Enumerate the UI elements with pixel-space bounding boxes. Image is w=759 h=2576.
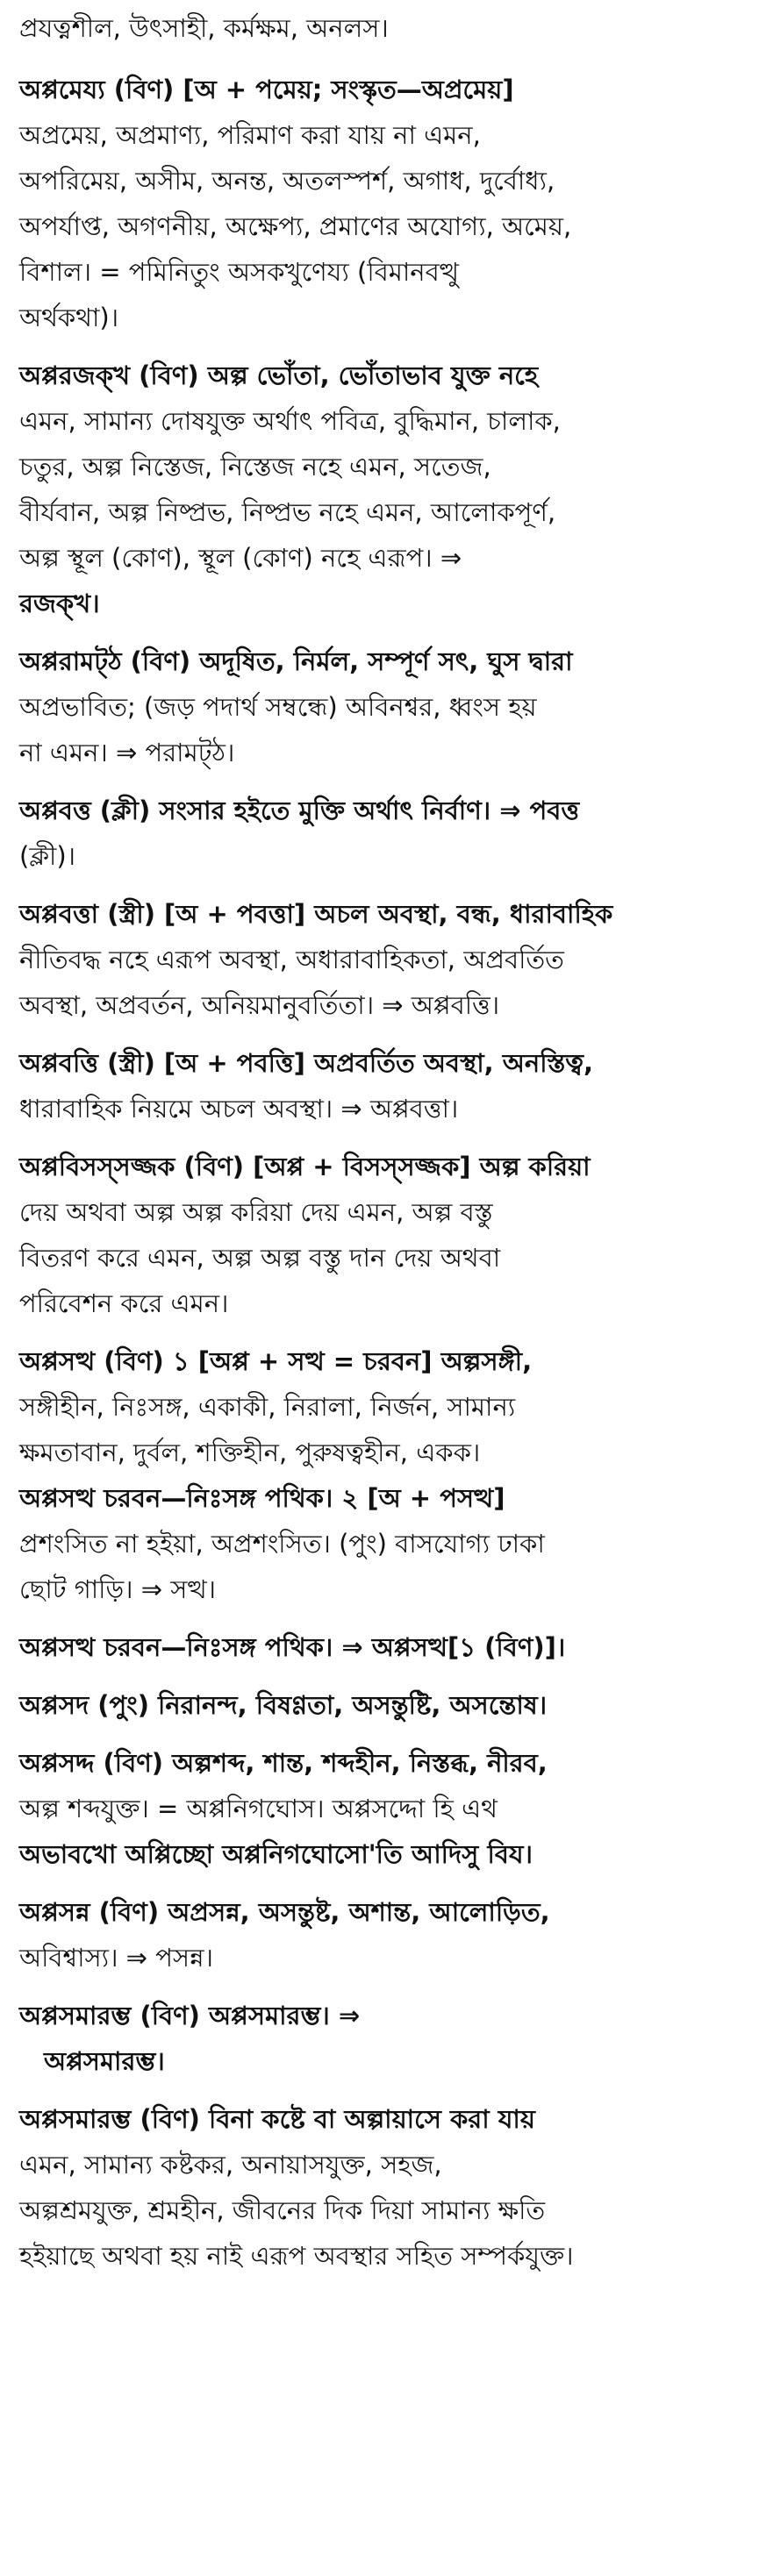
entry-appasanna bbox=[19, 1889, 740, 1980]
headword-line: অপ্পবত্তা (স্ত্রী) [অ + পবত্তা] অচল অবস্থা, বন্ধ, ধারাবাহিক bbox=[19, 899, 613, 929]
headword-line: অপ্পরজক্খ (বিণ) অল্প ভোঁতা, ভোঁতাভাব যুক্ত নহে bbox=[19, 360, 539, 390]
headword-line: অপ্পসন্ন (বিণ) অপ্রসন্ন, অসন্তুষ্ট, অশান্ত, আলোড়িত, bbox=[19, 1897, 550, 1927]
text-line: অল্পশ্রমযুক্ত, শ্রমহীন, জীবনের দিক দিয়া সামান্য ক্ষতি bbox=[19, 2195, 546, 2225]
text-line: অবস্থা, অপ্রবর্তন, অনিয়মানুবর্তিতা। ⇒ অপ্পবত্তি। bbox=[19, 990, 500, 1020]
text-line: অর্থকথা)। bbox=[19, 303, 119, 332]
text-line: বিতরণ করে এমন, অল্প অল্প বস্তু দান দেয় অথবা bbox=[19, 1243, 501, 1273]
text-line: অবিশ্বাস্য। ⇒ পসন্ন। bbox=[19, 1943, 213, 1973]
entry-appavatta bbox=[19, 788, 740, 879]
text-line: ক্ষমতাবান, দুর্বল, শক্তিহীন, পুরুষত্বহীন, একক। bbox=[19, 1438, 481, 1467]
entry-appavisassajjaka bbox=[19, 1144, 740, 1326]
entry-appasattha-caravana bbox=[19, 1624, 740, 1670]
headword-line: অপ্পবিসস্সজ্জক (বিণ) [অপ্প + বিসস্সজ্জক] অল্প করিয়া bbox=[19, 1152, 591, 1181]
text-line: অপরিমেয়, অসীম, অনন্ত, অতলস্পর্শ, অগাধ, দুর্বোধ্য, bbox=[19, 166, 555, 196]
headword-line: অপ্পবত্ত (ক্লী) সংসার হইতে মুক্তি অর্থাৎ নির্বাণ। ⇒ পবত্ত bbox=[19, 796, 580, 825]
text-line: অল্প স্থূল (কোণ), স্থূল (কোণ) নহে এরূপ। ⇒ bbox=[19, 543, 462, 573]
entry-appasattha bbox=[19, 1338, 740, 1612]
entry-apparajakkha bbox=[19, 353, 740, 626]
text-line: এমন, সামান্য কষ্টকর, অনায়াসযুক্ত, সহজ, bbox=[19, 2150, 442, 2180]
text-line: বীর্যবান, অল্প নিষ্প্রভ, নিষ্প্রভ নহে এমন, আলোকপূর্ণ, bbox=[19, 497, 556, 527]
text-line: না এমন। ⇒ পরামট্ঠ। bbox=[19, 738, 235, 767]
entry-appasamarambha-1 bbox=[19, 1993, 740, 2084]
text-line: বিশাল। = পমিনিতুং অসকখুণেয্য (বিমানবত্থু bbox=[19, 257, 459, 287]
text-line: পরিবেশন করে এমন। bbox=[19, 1288, 229, 1318]
text-line: অপ্পসমারম্ভ। bbox=[44, 2046, 165, 2076]
text-line: অপ্পসত্থ চরবন—নিঃসঙ্গ পথিক। ২ [অ + পসত্থ] bbox=[19, 1483, 505, 1513]
text-line: অপ্রমেয়, অপ্রমাণ্য, পরিমাণ করা যায় না এমন, bbox=[19, 120, 481, 150]
text-line: দেয় অথবা অল্প অল্প করিয়া দেয় এমন, অল্প বস্তু bbox=[19, 1197, 493, 1227]
text-line: প্রযত্নশীল, উৎসাহী, কর্মক্ষম, অনলস। bbox=[19, 13, 389, 43]
headword-line: অপ্পসমারম্ভ (বিণ) বিনা কষ্টে বা অল্পায়াসে করা যায় bbox=[19, 2104, 535, 2134]
headword-line: অপ্পসমারম্ভ (বিণ) অপ্পসমারম্ভ। ⇒ bbox=[19, 2001, 361, 2030]
headword-line: অপ্পবত্তি (স্ত্রী) [অ + পবত্তি] অপ্রবর্তিত অবস্থা, অনস্তিত্ব, bbox=[19, 1048, 594, 1078]
text-line: অল্প শব্দযুক্ত। = অপ্পনিগঘোস। অপ্পসদ্দো হি এথ bbox=[19, 1794, 498, 1823]
text-line: (ক্লী)। bbox=[19, 841, 75, 871]
text-line: নীতিবদ্ধ নহে এরূপ অবস্থা, অধারাবাহিকতা, অপ্রবর্তিত bbox=[19, 945, 564, 974]
headword-line: অপ্পসত্থ (বিণ) ১ [অপ্প + সত্থ = চরবন] অল্পসঙ্গী, bbox=[19, 1346, 533, 1376]
entry-appavatta-stri bbox=[19, 891, 740, 1028]
text-line: চতুর, অল্প নিস্তেজ, নিস্তেজ নহে এমন, সতেজ, bbox=[19, 452, 491, 482]
text-line: অপ্রভাবিত; (জড় পদার্থ সম্বন্ধে) অবিনশ্বর, ধ্বংস হয় bbox=[19, 692, 537, 722]
headword-line: অপ্পসত্থ চরবন—নিঃসঙ্গ পথিক। ⇒ অপ্পসত্থ[১ (বিণ)]। bbox=[19, 1632, 566, 1662]
text-line: অভাবখো অপ্পিচ্ছো অপ্পনিগঘোসো'তি আদিসু বিয। bbox=[19, 1839, 533, 1869]
entry-appasadda bbox=[19, 1740, 740, 1877]
text-line: অপর্যাপ্ত, অগণনীয়, অক্ষেপ্য, প্রমাণের অযোগ্য, অমেয়, bbox=[19, 211, 572, 241]
entry-appasamarambha-2 bbox=[19, 2096, 740, 2279]
text-line: সঙ্গীহীন, নিঃসঙ্গ, একাকী, নিরালা, নির্জন, সামান্য bbox=[19, 1392, 516, 1422]
text-line: ধারাবাহিক নিয়মে অচল অবস্থা। ⇒ অপ্পবত্তা। bbox=[19, 1094, 459, 1124]
headword-line: অপ্পরামট্ঠ (বিণ) অদূষিত, নির্মল, সম্পূর্ণ সৎ, ঘুস দ্বারা bbox=[19, 646, 573, 676]
text-line: হইয়াছে অথবা হয় নাই এরূপ অবস্থার সহিত সম্পর্কযুক্ত। bbox=[19, 2241, 574, 2271]
headword-line: অপ্পসদ (পুং) নিরানন্দ, বিষণ্ণতা, অসন্তুষ্টি, অসন্তোষ। bbox=[19, 1690, 548, 1720]
text-line: রজক্খ। bbox=[19, 589, 100, 618]
headword-line: অপ্পসদ্দ (বিণ) অল্পশব্দ, শান্ত, শব্দহীন, নিস্তব্ধ, নীরব, bbox=[19, 1748, 548, 1778]
entry-apparamattha bbox=[19, 639, 740, 775]
entry-continuation bbox=[19, 5, 740, 51]
headword-line: অপ্পমেয্য (বিণ) [অ + পমেয়; সংস্কৃত—অপ্রমেয়] bbox=[19, 75, 514, 104]
entry-appameyya bbox=[19, 67, 740, 340]
text-line: প্রশংসিত না হইয়া, অপ্রশংসিত। (পুং) বাসযোগ্য ঢাকা bbox=[19, 1529, 545, 1559]
text-line: এমন, সামান্য দোষযুক্ত অর্থাৎ পবিত্র, বুদ্ধিমান, চালাক, bbox=[19, 406, 561, 436]
text-line: ছোট গাড়ি। ⇒ সত্থ। bbox=[19, 1574, 217, 1604]
entry-appavatti bbox=[19, 1040, 740, 1131]
entry-appasada bbox=[19, 1682, 740, 1728]
